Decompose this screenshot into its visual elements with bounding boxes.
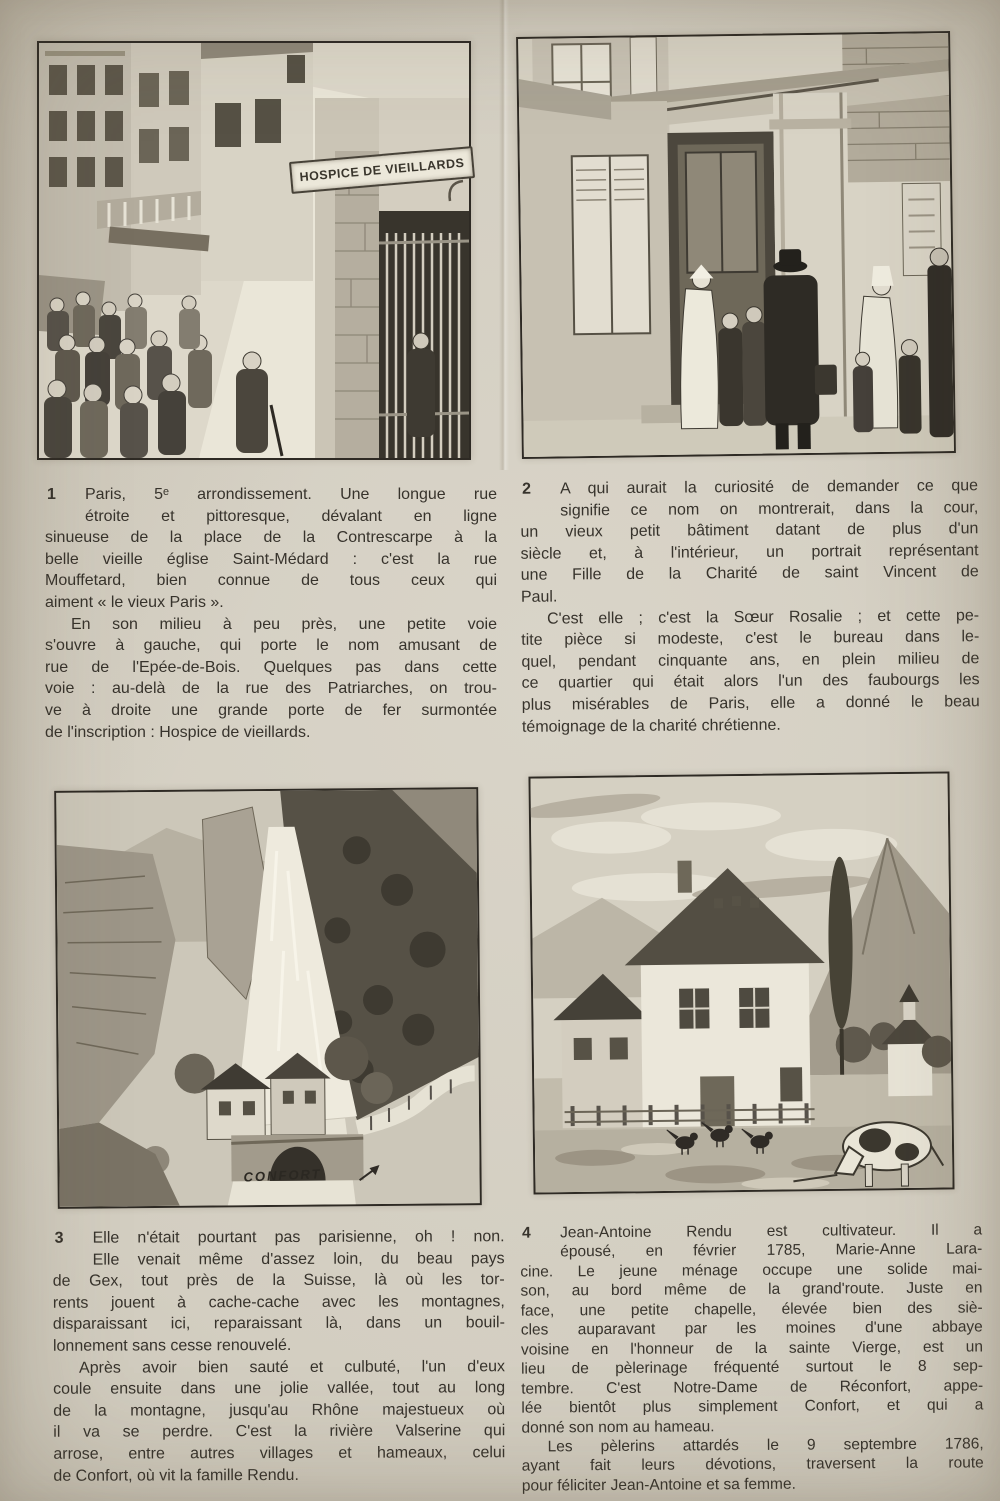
text-line — [45, 484, 497, 506]
text-line: il va se perdre. C'est la rivière Valserine qui — [53, 1422, 506, 1442]
text-line: de Confort, où vit la famille Rendu. — [53, 1466, 299, 1485]
text-line: sinueuse de la place de la Contrescarpe à la — [45, 529, 497, 547]
text-line: plus misérables de Paris, elle a donné le beau — [521, 693, 980, 714]
text-line: Les pèlerins attardés le 9 septembre 1786, — [547, 1435, 984, 1456]
text-line: ve à droite une grande porte de fer surmontée — [45, 701, 497, 719]
text-line: aiment « le vieux Paris ». — [45, 593, 224, 611]
confort-label: CONFORT — [243, 1166, 322, 1185]
text-line: rue de l'Epée-de-Bois. Quelques pas dans cette — [45, 658, 497, 676]
text-line: lée bientôt plus simplement Confort, et qui a — [521, 1396, 984, 1417]
text-line: s'ouvre à gauche, qui porte le nom amusant de — [45, 637, 497, 655]
text-line: de l'inscription : Hospice de vieillards. — [45, 723, 311, 741]
caption-block-3 — [53, 1226, 506, 1487]
text-line: voisine en l'honneur de la sainte Vierge, est un — [520, 1338, 983, 1359]
text-line: donné son nom au hameau. — [521, 1417, 715, 1437]
paragraph-number: 1 — [47, 486, 56, 503]
illustration-3-svg — [56, 789, 480, 1207]
text-line: rents jouent à cache-cache avec les montagnes, — [52, 1292, 505, 1312]
illustration-farmhouse — [528, 771, 954, 1194]
lead-line-text: Elle n'était pourtant pas parisienne, oh ! non. — [92, 1228, 505, 1247]
caption-block-4 — [520, 1220, 984, 1496]
text-line: En son milieu à peu près, une petite voie — [71, 615, 497, 633]
text-line: siècle et, à l'intérieur, un portrait représentant — [520, 541, 979, 563]
illustration-gorge-torrent — [54, 787, 482, 1209]
text-line: disparaissant ici, reparaissant là, dans un bouil- — [52, 1314, 505, 1334]
text-line: lieu de pèlerinage fréquenté surtout le 8 sep- — [521, 1357, 984, 1378]
text-line: quel, pendant cinquante ans, en plein milieu de — [521, 649, 980, 671]
text-line: cles auparavant par les moines d'une abbaye — [520, 1318, 983, 1339]
paper-crease — [499, 0, 509, 470]
illustration-4-svg — [530, 773, 952, 1192]
text-line: signifie ce nom on montrerait, dans la cour, — [560, 498, 979, 520]
lead-line-text: Jean-Antoine Rendu est cultivateur. Il a — [560, 1221, 983, 1242]
illustration-1-svg — [39, 43, 469, 458]
text-line: de la montagne, jusqu'au Rhône majestueux où — [53, 1400, 506, 1420]
lead-line-text: A qui aurait la curiosité de demander ce que — [560, 477, 979, 498]
text-line: Mouffetard, bien connue de tous ceux qui — [45, 572, 497, 590]
text-line — [520, 1220, 982, 1243]
text-line: ayant fait leurs dévotions, traversent la route — [521, 1454, 984, 1476]
text-line: pour féliciter Jean-Antoine et sa femme. — [521, 1475, 796, 1495]
paragraph-number: 2 — [522, 480, 532, 498]
text-line: coule ensuite dans une jolie vallée, tout au long — [53, 1379, 506, 1398]
text-line: tembre. C'est Notre-Dame de Réconfort, appe- — [521, 1377, 984, 1398]
text-line: épousé, en février 1785, Marie-Anne Lara- — [560, 1240, 983, 1261]
illustration-2-svg — [518, 33, 954, 457]
illustration-courtyard-entrance — [516, 31, 956, 459]
text-line: voie : au-delà de la rue des Patriarches, on trou- — [45, 680, 497, 698]
text-line: Elle venait même d'assez loin, du beau pays — [92, 1249, 505, 1269]
text-line: lonnement sans cesse renouvelé. — [52, 1336, 292, 1355]
text-line: ce quartier qui était alors l'un des faubourgs les — [521, 671, 980, 693]
text-line: une Fille de la Charité de saint Vincent de — [520, 563, 979, 585]
text-line: Après avoir bien sauté et culbuté, l'un d'eux — [79, 1357, 506, 1377]
text-line: C'est elle ; c'est la Sœur Rosalie ; et cette pe- — [547, 606, 980, 628]
paragraph-number: 3 — [54, 1229, 64, 1247]
caption-block-1 — [45, 484, 497, 743]
paragraph-number: 4 — [522, 1224, 531, 1242]
text-line: cine. Le jeune ménage occupe une solide mai- — [520, 1260, 983, 1281]
text-line: de Gex, tout près de la Suisse, là où les tor- — [52, 1271, 505, 1290]
text-line: arrose, entre autres villages et hameaux, celui — [53, 1444, 506, 1463]
text-line: face, une petite chapelle, élevée bien des siè- — [520, 1299, 983, 1320]
lead-line-text: Paris, 5ᵉ arrondissement. Une longue rue — [85, 486, 497, 503]
text-line: tite pièce si modeste, c'est le bureau dans le- — [521, 628, 980, 649]
text-line — [53, 1226, 505, 1249]
text-line: étroite et pittoresque, dévalant en ligne — [85, 507, 497, 525]
caption-block-2 — [520, 475, 980, 738]
text-line: belle vieille église Saint-Médard : c'est la rue — [45, 550, 497, 568]
illustration-paris-street — [37, 41, 471, 460]
text-line: Paul. — [520, 588, 558, 606]
text-line — [520, 475, 978, 500]
text-line: un vieux petit bâtiment datant de plus d'un — [520, 520, 979, 541]
text-line: témoignage de la charité chrétienne. — [521, 716, 781, 736]
hospice-sign: HOSPICE DE VIEILLARDS — [289, 146, 475, 194]
text-line: son, au bord même de la grand'route. Juste en — [520, 1279, 983, 1300]
